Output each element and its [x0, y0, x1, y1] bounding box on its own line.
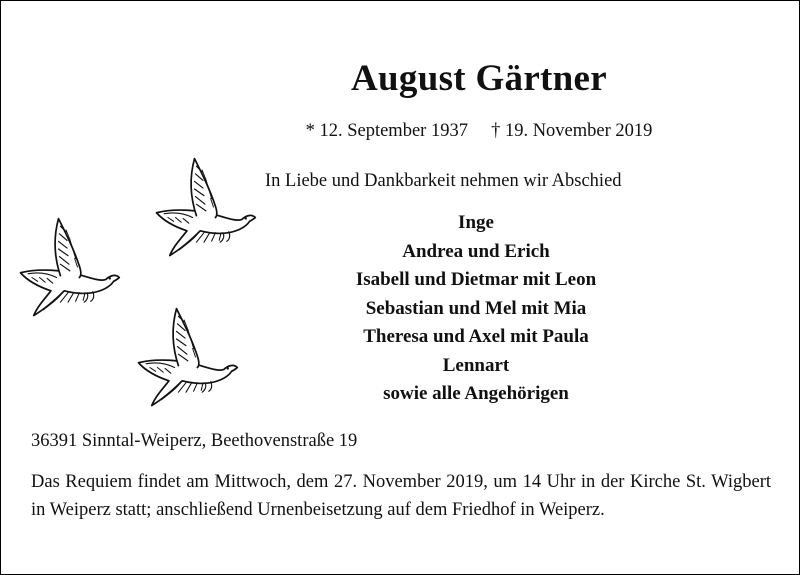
family-address: 36391 Sinntal-Weiperz, Beethovenstraße 19: [31, 431, 358, 451]
doves-illustration: [1, 141, 271, 441]
mourner-entry: Sebastian und Mel mit Mia: [365, 297, 587, 319]
service-notice: Das Requiem findet am Mittwoch, dem 27. November 2019, um 14 Uhr in der Kirche St. Wigbert in Weiperz statt; anschließend Urnenbeisetzung auf dem Friedhof in Weiperz.: [31, 472, 771, 520]
deceased-name: August Gärtner: [351, 58, 607, 99]
mourner-entry: sowie alle Angehörigen: [383, 383, 569, 404]
mourners-list: [301, 209, 651, 409]
mourner-entry: Lennart: [442, 354, 510, 376]
mourner-entry: Andrea und Erich: [402, 240, 550, 262]
dove-icon: [139, 309, 238, 406]
life-dates: * 12. September 1937 † 19. November 2019: [305, 121, 653, 141]
mourner-entry: Isabell und Dietmar mit Leon: [355, 269, 597, 290]
dove-icon: [157, 159, 256, 256]
dove-icon: [21, 219, 120, 316]
mourner-entry: Theresa und Axel mit Paula: [363, 326, 589, 347]
mourner-entry: Inge: [458, 212, 494, 233]
farewell-line: In Liebe und Dankbarkeit nehmen wir Abschied: [265, 171, 622, 191]
